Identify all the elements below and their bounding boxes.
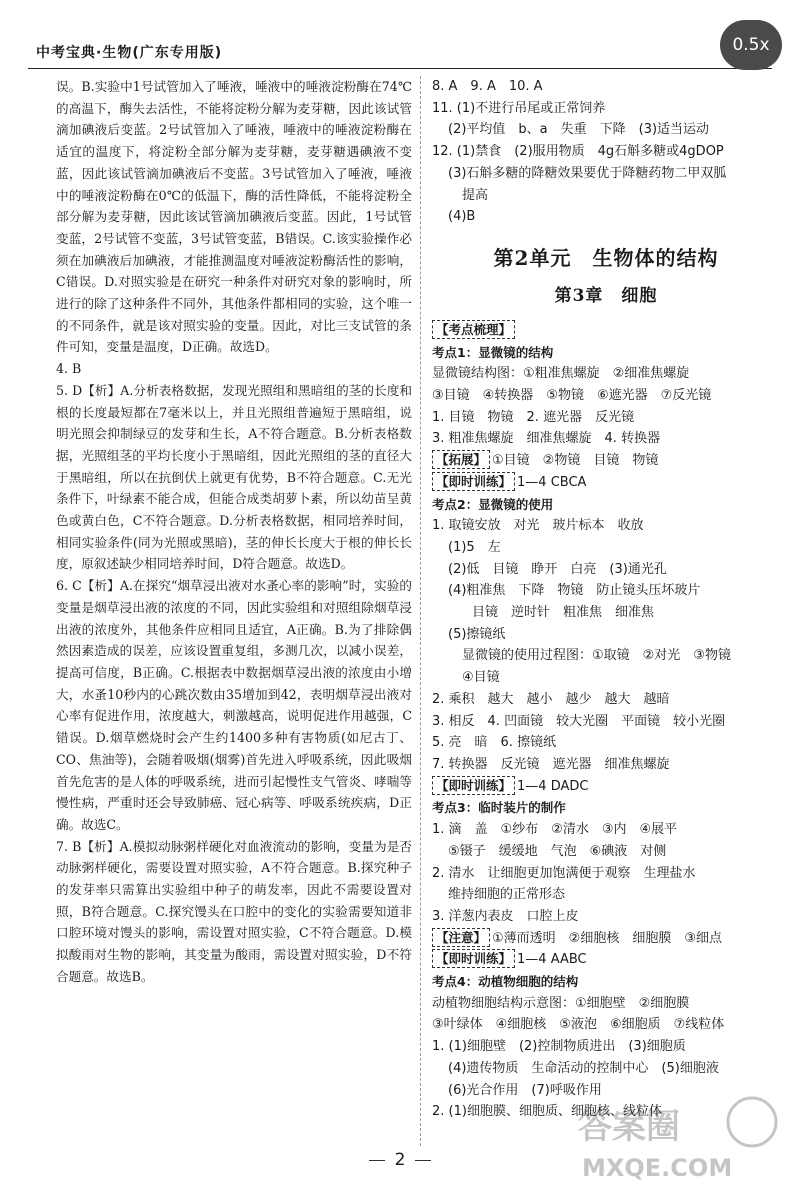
kp2-line: ④目镜	[462, 670, 500, 686]
page-header	[28, 36, 772, 69]
kp2-line: (2)低 目镜 睁开 白亮 (3)通光孔	[448, 561, 667, 577]
review-tag: 【考点梳理】	[432, 320, 515, 339]
kp4-title: 考点4：动植物细胞的结构	[432, 974, 579, 990]
page-number-text: 2	[394, 1150, 406, 1170]
answer-line: (3)石斛多糖的降糖效果要优于降糖药物二甲双胍	[448, 165, 727, 181]
kp2-line: 1. 取镜安放 对光 玻片标本 收放	[432, 518, 644, 534]
kp2-line: (1)5 左	[448, 539, 501, 555]
kp3-practice: 1—4 AABC	[517, 952, 587, 968]
answer-paragraph: 5. D【析】A.分析表格数据，发现光照组和黑暗组的茎的长度和根的长度最短都在7毫米以上，并且光照组普遍短于黑暗组，说明光照会抑制绿豆的发芽和生长，A不符合题意。B.分析表格数据，光照组茎的平均长度小于黑暗组，因此光照组的茎的直径大于黑暗组，所以在抗倒伏上就更有优势，B不符合题意。C.无光条件下，叶绿素不能合成，但能合成类胡萝卜素，所以幼苗呈黄色或黄白色，C不符合题意。D.分析表格数据，相同培养时间，相同实验条件(同为光照或黑暗)，茎的伸长长度大于根的伸长长度，原叙述缺少相同培养时间，D符合题意。故选D。	[56, 382, 412, 572]
watermark-logo-text: 答案圈	[578, 1107, 680, 1147]
kp4-line: (4)遗传物质 生命活动的控制中心 (5)细胞液	[448, 1060, 719, 1076]
kp2-practice: 1—4 DADC	[517, 778, 589, 794]
kp1-extend: ①目镜 ②物镜 目镜 物镜	[492, 453, 659, 469]
kp2-line: (5)擦镜纸	[448, 626, 506, 642]
kp2-line: 显微镜的使用过程图：①取镜 ②对光 ③物镜	[462, 648, 731, 664]
kp4-line: 1. (1)细胞壁 (2)控制物质进出 (3)细胞质	[432, 1039, 686, 1055]
answer-paragraph: 6. C【析】A.在探究“烟草浸出液对水蚤心率的影响”时，实验的变量是烟草浸出液的浓度的不同，因此实验组和对照组除烟草浸出液的浓度外，其他条件应相同且适宜，A正确。B.为了排除偶然因素造成的误差，应该设置重复组，多测几次，以减小误差，提高可信度，B正确。C.根据表中数据烟草浸出液的浓度由小增大，水蚤10秒内的心跳次数由35增加到42，表明烟草浸出液对心率有促进作用，浓度越大，刺激越高，说明促进作用越强，C错误。D.烟草燃烧时会产生约1400多种有害物质(如尼古丁、CO、焦油等)，会随着吸烟(烟雾)首先进入呼吸系统，因此吸烟首先危害的是人体的呼吸系统，进而引起慢性支气管炎、哮喘等慢性病，严重时还会导致肺癌、冠心病等、呼吸系统疾病，D正确。故选C。	[56, 578, 412, 832]
kp1-line: 1. 目镜 物镜 2. 遮光器 反光镜	[432, 409, 635, 425]
kp4-line: 2. (1)细胞膜、细胞质、细胞核、线粒体	[432, 1104, 662, 1120]
footer-dash-right	[415, 1160, 431, 1161]
kp4-line: (6)光合作用 (7)呼吸作用	[448, 1082, 602, 1098]
kp2-line: 5. 亮 暗 6. 擦镜纸	[432, 735, 557, 751]
answer-line: 12. (1)禁食 (2)服用物质 4g石斛多糖或4gDOP	[432, 144, 724, 160]
kp3-line: 3. 洋葱内表皮 口腔上皮	[432, 908, 579, 924]
unit-title: 第2单元 生物体的结构	[493, 245, 719, 270]
column-divider	[420, 76, 421, 1146]
extend-tag: 【拓展】	[432, 450, 490, 469]
kp1-line: 3. 粗准焦螺旋 细准焦螺旋 4. 转换器	[432, 431, 661, 447]
kp1-line: 显微镜结构图：①粗准焦螺旋 ②细准焦螺旋	[432, 366, 690, 382]
kp3-note: ①薄而透明 ②细胞核 细胞膜 ③细点	[492, 930, 722, 946]
watermark-site-text: MXQE.COM	[582, 1154, 733, 1182]
answer-line: 8. A 9. A 10. A	[432, 79, 543, 94]
kp2-title: 考点2：显微镜的使用	[432, 496, 554, 512]
kp3-line: ⑤镊子 缓缓地 气泡 ⑥碘液 对侧	[448, 843, 667, 859]
kp3-line: 1. 滴 盖 ①纱布 ②清水 ③内 ④展平	[432, 822, 678, 838]
kp2-line: (4)粗准焦 下降 物镜 防止镜头压坏玻片	[448, 583, 701, 599]
kp2-line: 3. 相反 4. 凹面镜 较大光圈 平面镜 较小光圈	[432, 713, 726, 729]
kp2-line: 目镜 逆时针 粗准焦 细准焦	[472, 605, 655, 621]
practice-tag: 【即时训练】	[432, 949, 515, 968]
chapter-title: 第3章 细胞	[554, 285, 658, 306]
right-column	[432, 76, 780, 1123]
kp4-line: 动植物细胞结构示意图：①细胞壁 ②细胞膜	[432, 995, 690, 1011]
kp2-line: 2. 乘积 越大 越小 越少 越大 越暗	[432, 691, 670, 707]
kp3-title: 考点3：临时装片的制作	[432, 800, 566, 816]
answer-paragraph: 7. B【析】A.模拟动脉粥样硬化对血液流动的影响，变量为是否动脉粥样硬化，需要设置对照实验，A不符合题意。B.探究种子的发芽率只需算出实验组中种子的萌发率，因此不需要设置对照，B符合题意。C.探究馒头在口腔中的变化的实验需要知道非口腔环境对馒头的影响，需设置对照实验，C不符合题意。D.模拟酸雨对生物的影响，其变量为酸雨，需设置对照实验，D不符合题意。故选B。	[56, 838, 412, 984]
kp2-line: 7. 转换器 反光镜 遮光器 细准焦螺旋	[432, 756, 670, 772]
answer-paragraph: 4. B	[56, 361, 82, 377]
zoom-level-badge[interactable]: 0.5x	[720, 20, 782, 70]
kp4-line: ③叶绿体 ④细胞核 ⑤液泡 ⑥细胞质 ⑦线粒体	[432, 1017, 725, 1033]
kp3-line: 2. 清水 让细胞更加饱满便于观察 生理盐水	[432, 865, 696, 881]
answer-line: (4)B	[448, 209, 476, 225]
footer-dash-left	[369, 1160, 385, 1161]
left-column	[56, 76, 412, 988]
answer-paragraph: 误。B.实验中1号试管加入了唾液，唾液中的唾液淀粉酶在74℃的高温下，酶失去活性，不能将淀粉分解为麦芽糖，因此该试管滴加碘液后变蓝。2号试管加入了唾液，唾液中的唾液淀粉酶在适宜的温度下，将淀粉全部分解为麦芽糖，麦芽糖遇碘液不变蓝，因此该试管滴加碘液后不变蓝。3号试管加入了唾液，唾液中的唾液淀粉酶在0℃的低温下，酶的活性降低，不能将淀粉全部分解为麦芽糖，因此该试管滴加碘液后变蓝。因此，1号试管变蓝，2号试管不变蓝，3号试管变蓝，B错误。C.该实验操作必须在加碘液后加碘液，才能推测温度对唾液淀粉酶活性的影响，C错误。D.对照实验是在研究一种条件对研究对象的影响时，所进行的除了这种条件不同外，其他条件都相同的实验，这个唯一的不同条件，就是该对照实验的变量。因此，对比三支试管的条件可知，变量是温度，D正确。故选D。	[56, 79, 412, 355]
kp1-line: ③目镜 ④转换器 ⑤物镜 ⑥遮光器 ⑦反光镜	[432, 388, 712, 404]
kp1-practice: 1—4 CBCA	[517, 474, 587, 490]
kp1-title: 考点1：显微镜的结构	[432, 344, 554, 360]
practice-tag: 【即时训练】	[432, 776, 515, 795]
page-number	[0, 1150, 800, 1170]
answer-line: 提高	[462, 187, 489, 203]
kp3-line: 维持细胞的正常形态	[448, 887, 566, 903]
header-title: 中考宝典·生物(广东专用版)	[36, 45, 223, 61]
practice-tag: 【即时训练】	[432, 472, 515, 491]
note-tag: 【注意】	[432, 928, 490, 947]
answer-line: 11. (1)不进行吊尾或正常饲养	[432, 100, 606, 116]
answer-line: (2)平均值 b、a 失重 下降 (3)适当运动	[448, 122, 710, 138]
